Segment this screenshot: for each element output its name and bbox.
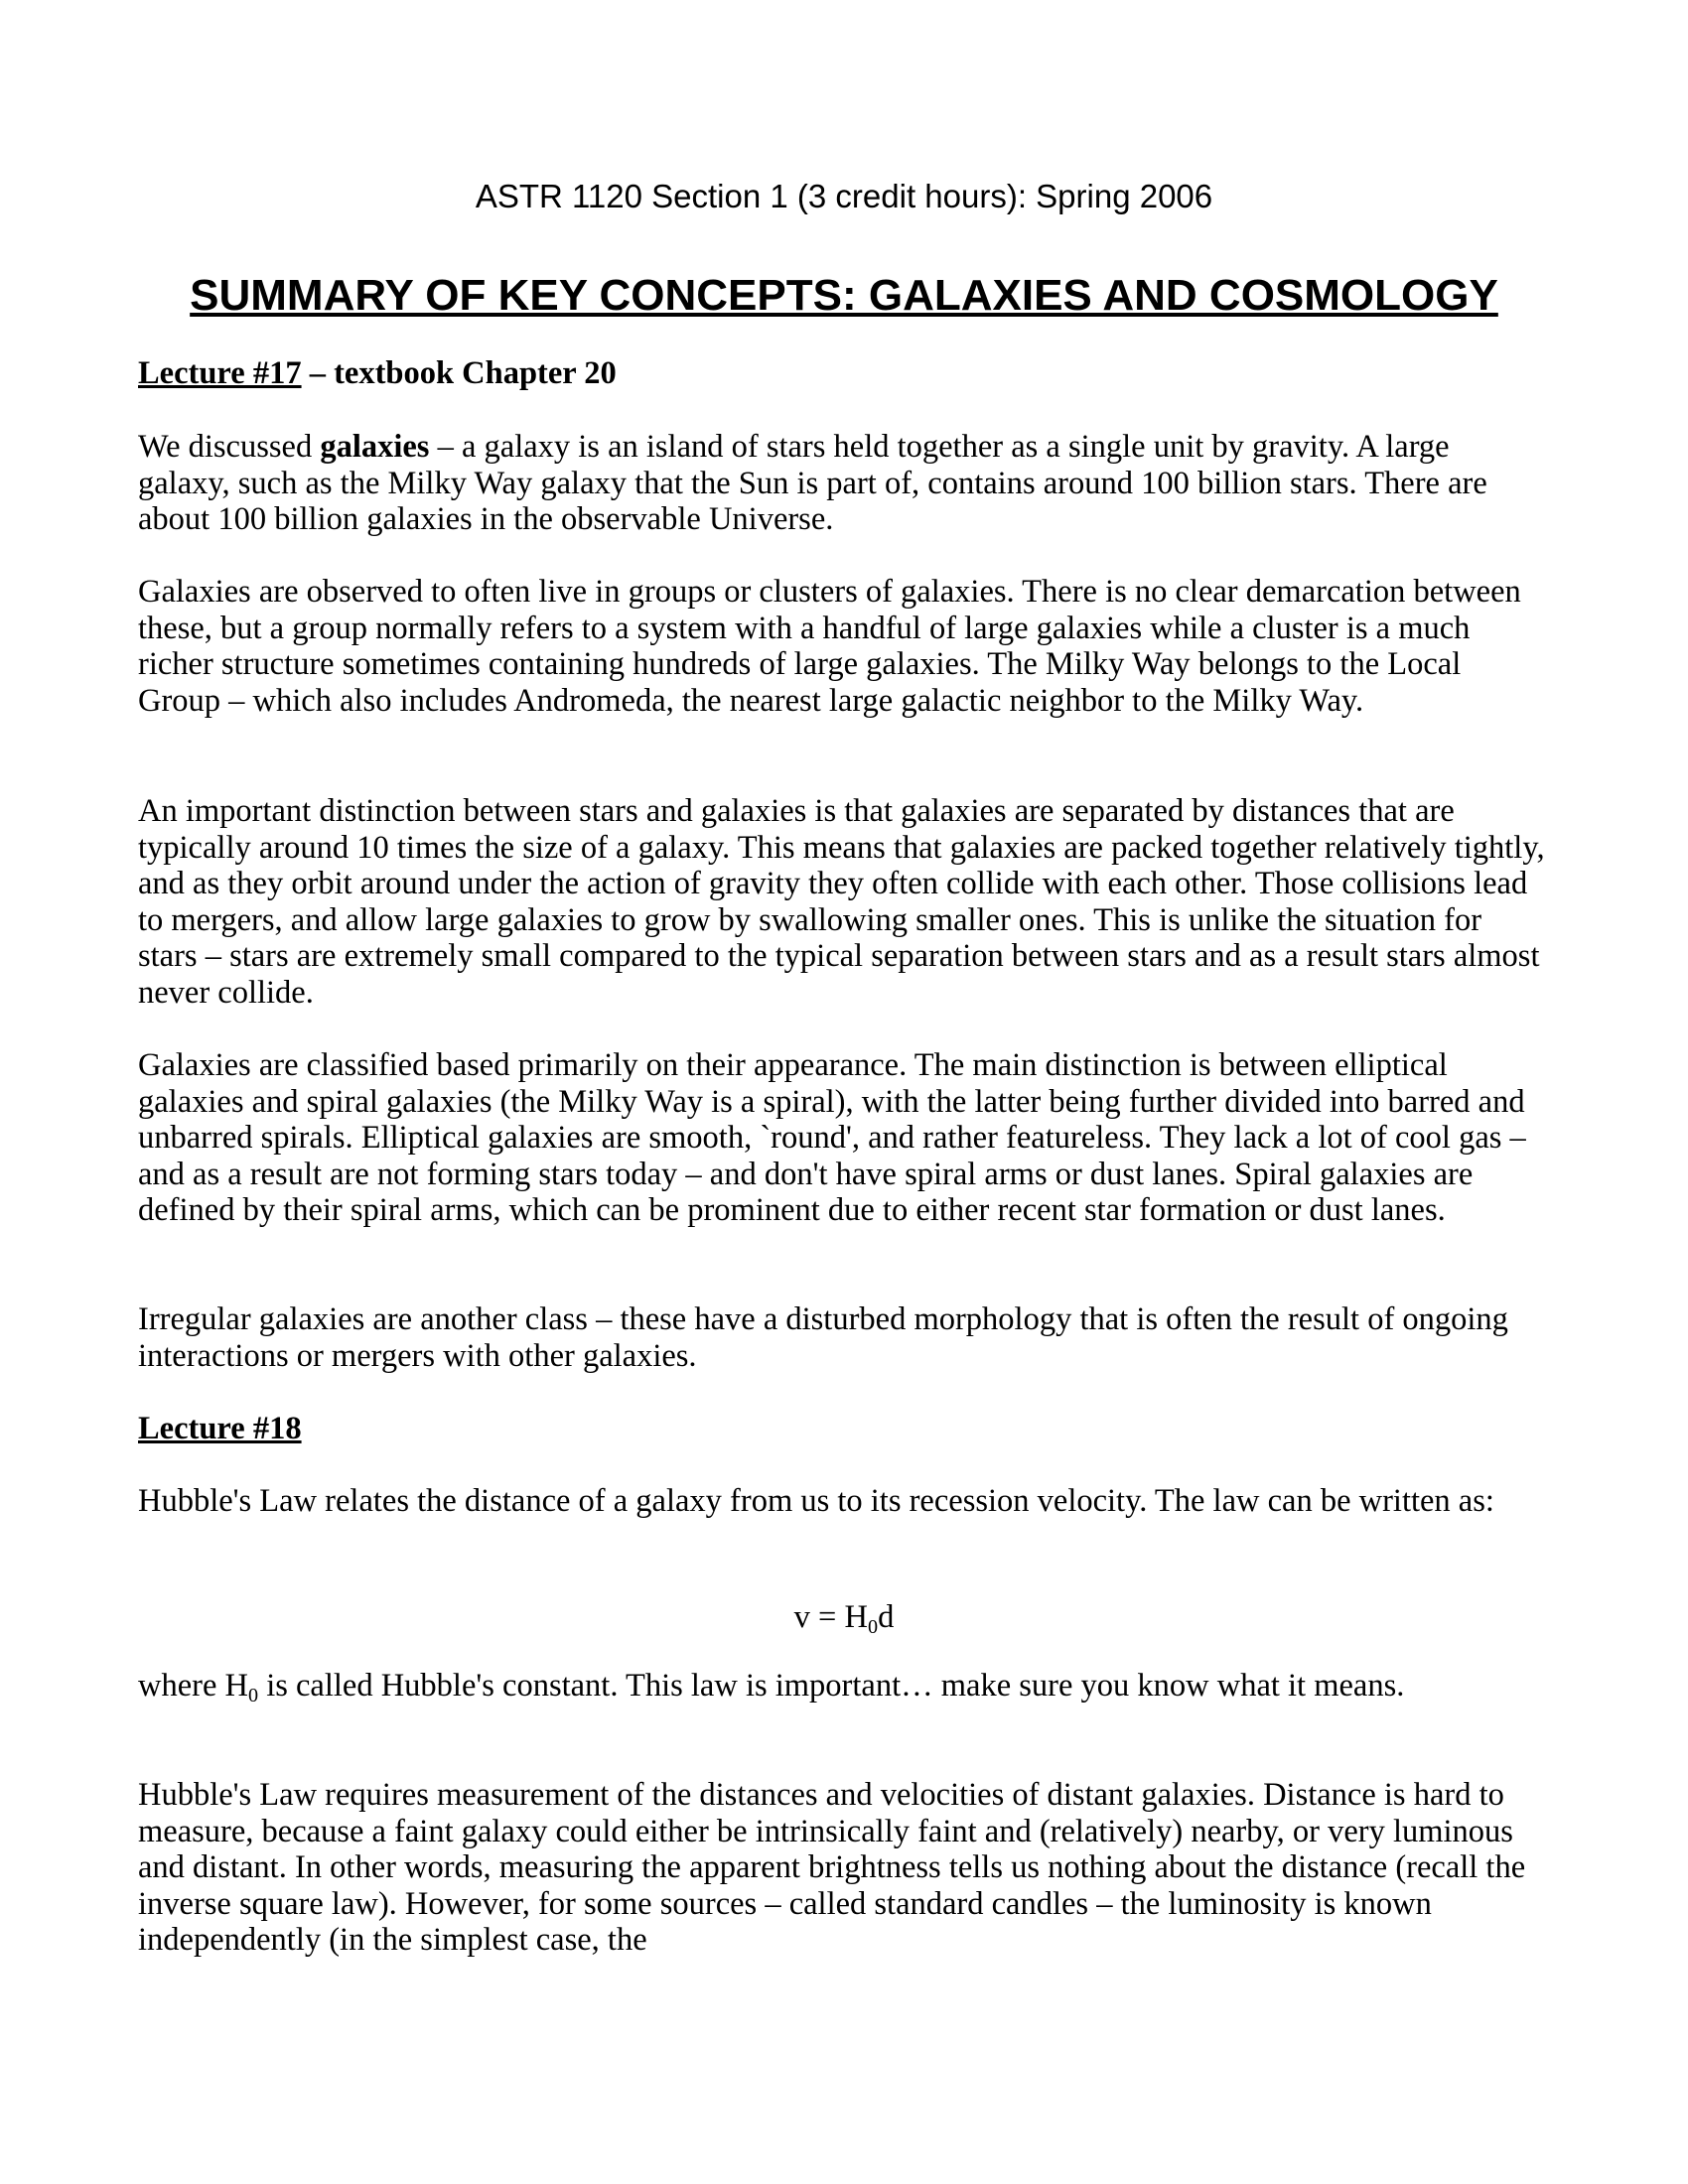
lecture18-paragraph-2 bbox=[138, 1668, 1548, 1708]
equation-subscript: 0 bbox=[867, 1615, 879, 1638]
lecture17-paragraph-2: Galaxies are observed to often live in groups or clusters of galaxies. There is no clear demarcation between these, but a group normally refers to a system with a handful of large galaxies while a cluster is a much richer structure sometimes containing hundreds of large galaxies. The Milky Way belongs to the Local Group – which also includes Andromeda, the nearest large galactic neighbor to the Milky Way. bbox=[138, 574, 1521, 719]
course-line: ASTR 1120 Section 1 (3 credit hours): Spring 2006 bbox=[475, 178, 1213, 214]
lecture18-label: Lecture #18 bbox=[138, 1411, 302, 1446]
p2-subscript: 0 bbox=[248, 1684, 259, 1706]
p1-text-pre: We discussed bbox=[138, 429, 321, 465]
lecture18-paragraph-1: Hubble's Law relates the distance of a galaxy from us to its recession velocity. The law can be written as: bbox=[138, 1483, 1494, 1519]
term-galaxies: galaxies bbox=[320, 429, 430, 465]
p1-text-post: – a galaxy is an island of stars held together as a single unit by gravity. A large galaxy, such as the Milky Way galaxy that the Sun is part of, contains around 100 billion stars. There are about 100 billion galaxies in the observable Universe. bbox=[138, 429, 1487, 537]
equation-rhs: d bbox=[878, 1599, 895, 1635]
lecture17-paragraph-4: Galaxies are classified based primarily on their appearance. The main distinction is between elliptical galaxies and spiral galaxies (the Milky Way is a spiral), with the latter being further divided into barred and unbarred spirals. Elliptical galaxies are smooth, `round', and rather featureless. They lack a lot of cool gas – and as a result are not forming stars today – and don't have spiral arms or dust lanes. Spiral galaxies are defined by their spiral arms, which can be prominent due to either recent star formation or dust lanes. bbox=[138, 1047, 1526, 1228]
lecture17-heading bbox=[138, 355, 1548, 392]
page-title: SUMMARY OF KEY CONCEPTS: GALAXIES AND COSMOLOGY bbox=[190, 271, 1498, 320]
lecture17-heading-rest: – textbook Chapter 20 bbox=[301, 355, 617, 391]
p2-text-pre: where H bbox=[138, 1668, 248, 1704]
lecture17-label: Lecture #17 bbox=[138, 355, 302, 391]
lecture18-paragraph-3: Hubble's Law requires measurement of the distances and velocities of distant galaxies. Distance is hard to measure, because a faint galaxy could either be intrinsically faint and (relatively) nearby, or very luminous and distant. In other words, measuring the apparent brightness tells us nothing about the distance (recall the inverse square law). However, for some sources – called standard candles – the luminosity is known independently (in the simplest case, the bbox=[138, 1777, 1526, 1958]
lecture18-heading bbox=[138, 1411, 1548, 1447]
p2-text-post: is called Hubble's constant. This law is important… make sure you know what it means. bbox=[258, 1668, 1405, 1704]
equation-lhs: v = H bbox=[793, 1599, 868, 1635]
hubble-law-equation bbox=[0, 1599, 1688, 1639]
lecture17-paragraph-1 bbox=[138, 429, 1548, 538]
lecture17-paragraph-3: An important distinction between stars and galaxies is that galaxies are separated by distances that are typically around 10 times the size of a galaxy. This means that galaxies are packed together relatively tightly, and as they orbit around under the action of gravity they often collide with each other. Those collisions lead to mergers, and allow large galaxies to grow by swallowing smaller ones. This is unlike the situation for stars – stars are extremely small compared to the typical separation between stars and as a result stars almost never collide. bbox=[138, 793, 1545, 1011]
lecture17-paragraph-5: Irregular galaxies are another class – these have a disturbed morphology that is often the result of ongoing interactions or mergers with other galaxies. bbox=[138, 1301, 1508, 1374]
